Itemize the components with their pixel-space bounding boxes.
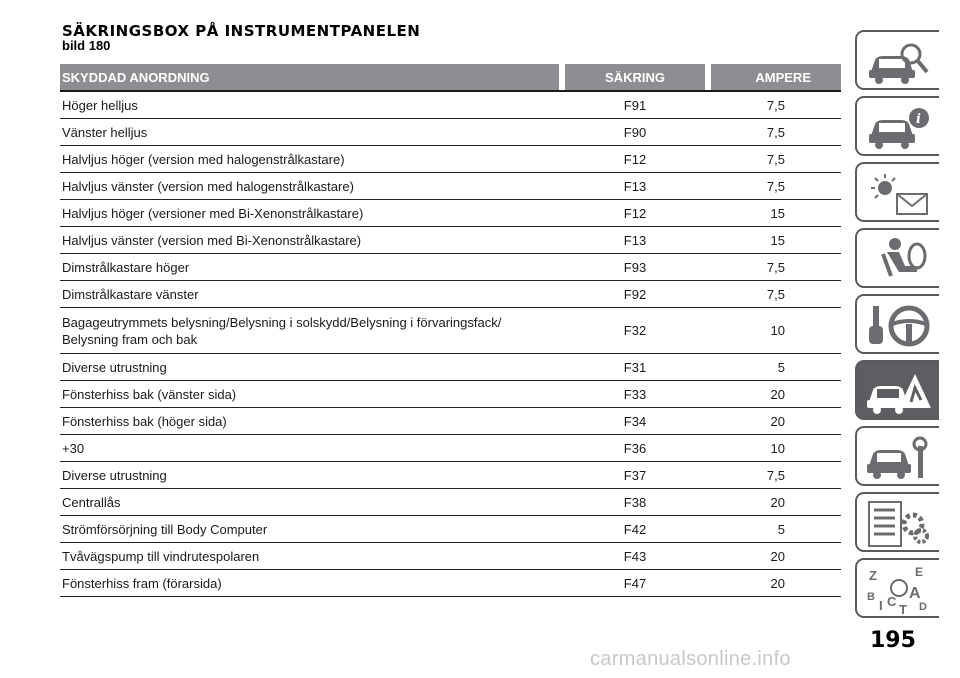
cell-ampere: 7,5	[766, 178, 785, 194]
tab-alphabet-index[interactable]	[855, 558, 939, 618]
tab-breakdown-active[interactable]	[855, 360, 939, 420]
table-row	[60, 570, 841, 597]
cell-ampere: 10	[770, 323, 785, 338]
watermark: carmanualsonline.info	[590, 648, 791, 670]
device-text: Fönsterhiss fram (förarsida)	[62, 575, 222, 591]
device-text: Dimstrålkastare vänster	[62, 286, 199, 302]
cell-device	[60, 359, 559, 376]
table-row	[60, 254, 841, 281]
device-text: Diverse utrustning	[62, 359, 167, 375]
cell-device	[60, 178, 559, 195]
car-info-icon	[865, 104, 933, 152]
cell-ampere: 5	[777, 521, 785, 537]
table-row	[60, 435, 841, 462]
figure-reference: bild 180	[62, 38, 111, 53]
checklist-gear-icon	[865, 500, 933, 548]
table-body	[60, 92, 841, 597]
cell-fuse: F32	[623, 323, 647, 338]
cell-device	[60, 97, 559, 114]
cell-device	[60, 548, 559, 565]
cell-device	[60, 494, 559, 511]
tab-car-info[interactable]	[855, 96, 939, 156]
device-text: Fönsterhiss bak (höger sida)	[62, 413, 227, 429]
cell-fuse: F36	[623, 440, 647, 456]
device-text: Halvljus vänster (version med halogenstrålkastare)	[62, 178, 354, 194]
alphabet-index-icon	[865, 566, 933, 614]
device-text: Strömförsörjning till Body Computer	[62, 521, 268, 537]
device-text: Halvljus höger (version med halogenstrålkastare)	[62, 151, 345, 167]
device-text: Tvåvägspump till vindrutespolaren	[62, 548, 260, 564]
fuse-table	[60, 64, 841, 597]
table-row	[60, 354, 841, 381]
cell-fuse: F38	[623, 494, 647, 510]
table-row	[60, 543, 841, 570]
device-text-continued: Belysning fram och bak	[62, 331, 198, 347]
cell-device	[60, 151, 559, 168]
cell-ampere: 7,5	[766, 286, 785, 302]
column-header-device: SKYDDAD ANORDNING	[60, 64, 559, 90]
device-text: Höger helljus	[62, 97, 138, 113]
cell-fuse: F90	[623, 124, 647, 140]
tab-warning-lights[interactable]	[855, 162, 939, 222]
cell-device	[60, 467, 559, 484]
table-row	[60, 227, 841, 254]
table-row	[60, 462, 841, 489]
cell-ampere: 15	[770, 205, 785, 221]
cell-fuse: F33	[623, 386, 647, 402]
table-row	[60, 281, 841, 308]
cell-device	[60, 440, 559, 457]
cell-device	[60, 259, 559, 276]
page-title: SÄKRINGSBOX PÅ INSTRUMENTPANELEN	[62, 22, 421, 40]
cell-ampere: 7,5	[766, 467, 785, 483]
cell-device	[60, 205, 559, 222]
cell-fuse: F13	[623, 178, 647, 194]
cell-ampere: 5	[777, 359, 785, 375]
svg-text:E: E	[915, 566, 924, 579]
cell-device	[60, 314, 559, 348]
device-text: Halvljus höger (versioner med Bi-Xenonstrålkastare)	[62, 205, 364, 221]
table-row	[60, 516, 841, 543]
svg-text:Z: Z	[869, 568, 877, 583]
table-row	[60, 381, 841, 408]
svg-text:D: D	[919, 601, 927, 613]
cell-fuse: F47	[623, 575, 647, 591]
device-text: Dimstrålkastare höger	[62, 259, 190, 275]
cell-fuse: F31	[623, 359, 647, 375]
svg-text:T: T	[899, 602, 907, 614]
car-breakdown-warning-icon	[865, 368, 933, 416]
cell-fuse: F43	[623, 548, 647, 564]
device-text: Halvljus vänster (version med Bi-Xenonstrålkastare)	[62, 232, 362, 248]
tab-car-search[interactable]	[855, 30, 939, 90]
warning-lights-mail-icon	[865, 170, 933, 218]
table-row	[60, 146, 841, 173]
page-number: 195	[870, 628, 916, 653]
cell-ampere: 7,5	[766, 259, 785, 275]
cell-ampere: 20	[770, 548, 785, 564]
svg-text:C: C	[887, 594, 897, 609]
svg-text:B: B	[867, 591, 875, 603]
cell-fuse: F13	[623, 232, 647, 248]
device-text: +30	[62, 440, 85, 456]
table-row	[60, 200, 841, 227]
tab-car-wrench[interactable]	[855, 426, 939, 486]
cell-device	[60, 521, 559, 538]
cell-device	[60, 232, 559, 249]
cell-ampere: 20	[770, 494, 785, 510]
cell-device	[60, 575, 559, 592]
table-row	[60, 489, 841, 516]
table-row	[60, 92, 841, 119]
cell-fuse: F42	[623, 521, 647, 537]
table-header	[60, 64, 841, 92]
cell-ampere: 7,5	[766, 151, 785, 167]
cell-ampere: 20	[770, 386, 785, 402]
device-text: Vänster helljus	[62, 124, 148, 140]
cell-ampere: 7,5	[766, 124, 785, 140]
tab-key-steering[interactable]	[855, 294, 939, 354]
column-header-fuse: SÄKRING	[565, 64, 705, 90]
car-wrench-icon	[865, 434, 933, 482]
svg-text:A: A	[909, 585, 921, 602]
car-search-icon	[865, 38, 933, 86]
cell-ampere: 20	[770, 413, 785, 429]
cell-fuse: F93	[623, 259, 647, 275]
tab-checklist[interactable]	[855, 492, 939, 552]
device-text: Diverse utrustning	[62, 467, 167, 483]
svg-text:I: I	[879, 598, 883, 613]
cell-ampere: 15	[770, 232, 785, 248]
cell-device	[60, 124, 559, 141]
cell-fuse: F34	[623, 413, 647, 429]
cell-device	[60, 286, 559, 303]
device-text: Centrallås	[62, 494, 121, 510]
cell-fuse: F37	[623, 467, 647, 483]
device-text: Bagageutrymmets belysning/Belysning i solskydd/Belysning i förvaringsfack/	[62, 314, 502, 330]
chapter-tabs	[855, 30, 941, 624]
key-steering-wheel-icon	[865, 302, 933, 350]
cell-fuse: F91	[623, 97, 647, 113]
device-text: Fönsterhiss bak (vänster sida)	[62, 386, 237, 402]
airbag-seat-icon	[865, 236, 933, 284]
table-row	[60, 119, 841, 146]
cell-device	[60, 386, 559, 403]
cell-fuse: F12	[623, 205, 647, 221]
table-row	[60, 408, 841, 435]
cell-fuse: F12	[623, 151, 647, 167]
cell-ampere: 10	[770, 440, 785, 456]
table-row	[60, 173, 841, 200]
svg-text:i: i	[916, 112, 921, 127]
tab-airbag-seat[interactable]	[855, 228, 939, 288]
cell-device	[60, 413, 559, 430]
cell-ampere: 7,5	[766, 97, 785, 113]
column-header-ampere: AMPERE	[711, 64, 841, 90]
cell-fuse: F92	[623, 286, 647, 302]
table-row	[60, 308, 841, 354]
cell-ampere: 20	[770, 575, 785, 591]
